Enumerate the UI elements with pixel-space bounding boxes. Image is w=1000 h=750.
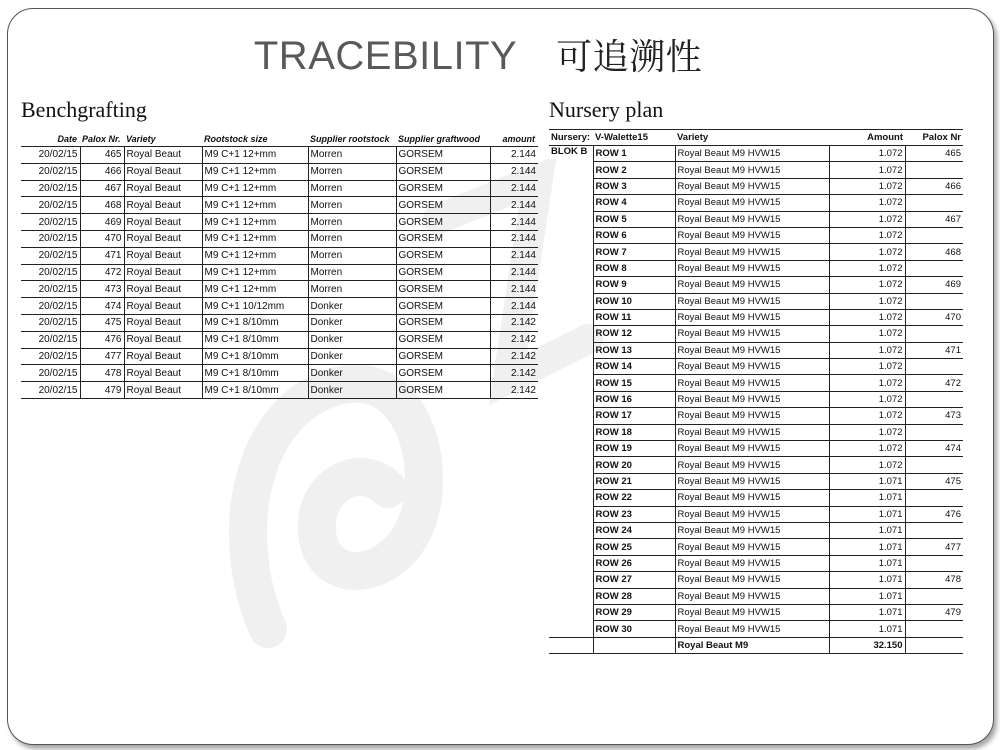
cell-palox: 466: [80, 163, 124, 180]
cell-amount: 2.142: [490, 348, 538, 365]
cell-supplier-rootstock: Morren: [308, 214, 396, 231]
cell-date: 20/02/15: [21, 281, 80, 298]
cell-palox: 471: [905, 342, 963, 358]
cell-variety: Royal Beaut M9 HVW15: [675, 441, 829, 457]
cell-supplier-graftwood: GORSEM: [396, 247, 490, 264]
table-row: [549, 457, 963, 473]
cell-variety: Royal Beaut: [124, 298, 202, 315]
cell-palox: 477: [905, 539, 963, 555]
cell-rootstock-size: M9 C+1 8/10mm: [202, 365, 308, 382]
cell-variety: Royal Beaut M9 HVW15: [675, 588, 829, 604]
slide: [7, 8, 994, 745]
cell-row-label: ROW 17: [593, 408, 675, 424]
cell-amount: 1.071: [829, 555, 905, 571]
cell-date: 20/02/15: [21, 147, 80, 164]
col-header-nursery-name: V-Walette15: [593, 130, 675, 146]
cell-amount: 2.142: [490, 382, 538, 399]
cell-rootstock-size: M9 C+1 12+mm: [202, 247, 308, 264]
benchgrafting-title: Benchgrafting: [21, 97, 147, 122]
table-row: [21, 214, 538, 231]
table-row: [549, 424, 963, 440]
nursery-header-row: [549, 130, 963, 146]
cell-rootstock-size: M9 C+1 12+mm: [202, 281, 308, 298]
cell-row-label: ROW 13: [593, 342, 675, 358]
cell-palox: 476: [80, 331, 124, 348]
cell-amount: 2.142: [490, 331, 538, 348]
cell-amount: 1.071: [829, 572, 905, 588]
cell-date: 20/02/15: [21, 247, 80, 264]
cell-row-label: ROW 26: [593, 555, 675, 571]
col-header-variety: Variety: [124, 131, 202, 147]
cell-supplier-graftwood: GORSEM: [396, 365, 490, 382]
table-row: [549, 572, 963, 588]
cell-palox: 465: [80, 147, 124, 164]
cell-palox: 469: [905, 277, 963, 293]
col-header-nursery-amount: Amount: [829, 130, 905, 146]
cell-variety: Royal Beaut M9 HVW15: [675, 342, 829, 358]
table-row: [21, 230, 538, 247]
cell-variety: Royal Beaut: [124, 214, 202, 231]
cell-palox: [905, 490, 963, 506]
cell-palox: 471: [80, 247, 124, 264]
cell-row-label: ROW 22: [593, 490, 675, 506]
table-row: [549, 441, 963, 457]
page-title: [8, 29, 948, 80]
cell-supplier-graftwood: GORSEM: [396, 348, 490, 365]
cell-row-label: ROW 4: [593, 195, 675, 211]
table-row: [549, 309, 963, 325]
cell-supplier-rootstock: Morren: [308, 247, 396, 264]
cell-amount: 2.142: [490, 365, 538, 382]
cell-variety: Royal Beaut M9 HVW15: [675, 391, 829, 407]
cell-date: 20/02/15: [21, 230, 80, 247]
cell-palox: [905, 195, 963, 211]
cell-rootstock-size: M9 C+1 12+mm: [202, 163, 308, 180]
cell-date: 20/02/15: [21, 382, 80, 399]
table-row: [549, 293, 963, 309]
cell-palox: [905, 260, 963, 276]
cell-amount: 1.072: [829, 441, 905, 457]
col-header-palox: Palox Nr.: [80, 131, 124, 147]
cell-supplier-rootstock: Morren: [308, 163, 396, 180]
cell-supplier-rootstock: Donker: [308, 382, 396, 399]
cell-palox: [905, 293, 963, 309]
cell-variety: Royal Beaut M9 HVW15: [675, 604, 829, 620]
cell-supplier-rootstock: Morren: [308, 281, 396, 298]
cell-empty: [549, 637, 593, 653]
cell-supplier-graftwood: GORSEM: [396, 147, 490, 164]
cell-variety: Royal Beaut M9 HVW15: [675, 424, 829, 440]
cell-variety: Royal Beaut: [124, 348, 202, 365]
table-row: [549, 342, 963, 358]
cell-row-label: ROW 2: [593, 162, 675, 178]
cell-amount: 1.072: [829, 146, 905, 162]
cell-rootstock-size: M9 C+1 8/10mm: [202, 348, 308, 365]
cell-amount: 2.144: [490, 298, 538, 315]
table-row: [549, 408, 963, 424]
cell-palox: 477: [80, 348, 124, 365]
col-header-nursery-palox: Palox Nr: [905, 130, 963, 146]
table-row: [549, 473, 963, 489]
cell-date: 20/02/15: [21, 264, 80, 281]
cell-variety: Royal Beaut M9 HVW15: [675, 490, 829, 506]
cell-amount: 1.071: [829, 473, 905, 489]
table-row: [549, 277, 963, 293]
table-row: [21, 264, 538, 281]
cell-total-label: Royal Beaut M9: [675, 637, 829, 653]
table-row: [549, 146, 963, 162]
cell-date: 20/02/15: [21, 331, 80, 348]
cell-palox: 476: [905, 506, 963, 522]
cell-amount: 1.072: [829, 408, 905, 424]
cell-rootstock-size: M9 C+1 8/10mm: [202, 331, 308, 348]
cell-palox: 473: [905, 408, 963, 424]
cell-date: 20/02/15: [21, 214, 80, 231]
cell-supplier-rootstock: Donker: [308, 348, 396, 365]
table-row: [549, 260, 963, 276]
cell-row-label: ROW 9: [593, 277, 675, 293]
cell-variety: Royal Beaut: [124, 197, 202, 214]
cell-variety: Royal Beaut M9 HVW15: [675, 473, 829, 489]
cell-date: 20/02/15: [21, 314, 80, 331]
cell-palox: 467: [80, 180, 124, 197]
cell-amount: 1.071: [829, 506, 905, 522]
cell-row-label: ROW 16: [593, 391, 675, 407]
cell-palox: 474: [80, 298, 124, 315]
cell-rootstock-size: M9 C+1 12+mm: [202, 197, 308, 214]
cell-row-label: ROW 29: [593, 604, 675, 620]
cell-date: 20/02/15: [21, 163, 80, 180]
cell-variety: Royal Beaut: [124, 230, 202, 247]
cell-supplier-graftwood: GORSEM: [396, 281, 490, 298]
cell-variety: Royal Beaut: [124, 365, 202, 382]
cell-palox: 468: [80, 197, 124, 214]
cell-rootstock-size: M9 C+1 12+mm: [202, 230, 308, 247]
cell-row-label: ROW 25: [593, 539, 675, 555]
cell-palox: 478: [905, 572, 963, 588]
cell-amount: 1.072: [829, 227, 905, 243]
table-row: [21, 382, 538, 399]
cell-supplier-rootstock: Morren: [308, 264, 396, 281]
cell-palox: 474: [905, 441, 963, 457]
cell-palox: [905, 424, 963, 440]
col-header-rootstock-size: Rootstock size: [202, 131, 308, 147]
cell-variety: Royal Beaut M9 HVW15: [675, 359, 829, 375]
cell-empty: [593, 637, 675, 653]
cell-variety: Royal Beaut M9 HVW15: [675, 195, 829, 211]
cell-variety: Royal Beaut M9 HVW15: [675, 457, 829, 473]
cell-amount: 2.144: [490, 147, 538, 164]
cell-variety: Royal Beaut M9 HVW15: [675, 227, 829, 243]
cell-supplier-graftwood: GORSEM: [396, 298, 490, 315]
cell-variety: Royal Beaut M9 HVW15: [675, 506, 829, 522]
cell-amount: 1.072: [829, 375, 905, 391]
cell-variety: Royal Beaut: [124, 281, 202, 298]
cell-amount: 1.072: [829, 260, 905, 276]
table-row: [549, 326, 963, 342]
cell-variety: Royal Beaut M9 HVW15: [675, 572, 829, 588]
cell-variety: Royal Beaut: [124, 331, 202, 348]
cell-amount: 1.071: [829, 621, 905, 637]
cell-total-amount: 32.150: [829, 637, 905, 653]
cell-amount: 1.072: [829, 342, 905, 358]
cell-amount: 1.072: [829, 211, 905, 227]
cell-row-label: ROW 8: [593, 260, 675, 276]
table-row: [21, 365, 538, 382]
cell-supplier-graftwood: GORSEM: [396, 180, 490, 197]
cell-date: 20/02/15: [21, 365, 80, 382]
col-header-supplier-graftwood: Supplier graftwood: [396, 131, 490, 147]
cell-amount: 1.072: [829, 391, 905, 407]
cell-rootstock-size: M9 C+1 8/10mm: [202, 382, 308, 399]
cell-date: 20/02/15: [21, 180, 80, 197]
table-row: [21, 314, 538, 331]
cell-palox: [905, 522, 963, 538]
cell-palox: 479: [905, 604, 963, 620]
cell-row-label: ROW 12: [593, 326, 675, 342]
cell-amount: 2.144: [490, 247, 538, 264]
table-row: [21, 180, 538, 197]
cell-row-label: ROW 5: [593, 211, 675, 227]
table-row: [549, 211, 963, 227]
cell-palox: 470: [905, 309, 963, 325]
cell-rootstock-size: M9 C+1 12+mm: [202, 214, 308, 231]
table-row: [549, 244, 963, 260]
cell-palox: [905, 359, 963, 375]
cell-row-label: ROW 3: [593, 178, 675, 194]
cell-supplier-graftwood: GORSEM: [396, 214, 490, 231]
cell-row-label: ROW 18: [593, 424, 675, 440]
cell-palox: [905, 326, 963, 342]
cell-amount: 1.072: [829, 162, 905, 178]
cell-amount: 1.072: [829, 309, 905, 325]
benchgrafting-table: [21, 131, 538, 399]
cell-palox: 478: [80, 365, 124, 382]
cell-supplier-rootstock: Donker: [308, 298, 396, 315]
cell-amount: 1.071: [829, 539, 905, 555]
cell-variety: Royal Beaut M9 HVW15: [675, 146, 829, 162]
cell-date: 20/02/15: [21, 348, 80, 365]
cell-palox: 466: [905, 178, 963, 194]
cell-palox: 479: [80, 382, 124, 399]
cell-variety: Royal Beaut M9 HVW15: [675, 309, 829, 325]
cell-date: 20/02/15: [21, 197, 80, 214]
cell-amount: 1.072: [829, 359, 905, 375]
cell-supplier-rootstock: Donker: [308, 331, 396, 348]
cell-palox: [905, 588, 963, 604]
cell-variety: Royal Beaut M9 HVW15: [675, 162, 829, 178]
cell-palox: [905, 457, 963, 473]
cell-row-label: ROW 23: [593, 506, 675, 522]
col-header-nursery-variety: Variety: [675, 130, 829, 146]
cell-row-label: ROW 20: [593, 457, 675, 473]
table-row: [549, 178, 963, 194]
cell-variety: Royal Beaut M9 HVW15: [675, 244, 829, 260]
cell-supplier-rootstock: Morren: [308, 180, 396, 197]
table-row: [549, 490, 963, 506]
cell-palox: 472: [905, 375, 963, 391]
cell-amount: 1.072: [829, 195, 905, 211]
nursery-plan-table: [549, 129, 963, 654]
table-row: [21, 331, 538, 348]
cell-supplier-graftwood: GORSEM: [396, 230, 490, 247]
cell-palox: [905, 162, 963, 178]
cell-variety: Royal Beaut: [124, 264, 202, 281]
cell-amount: 1.072: [829, 457, 905, 473]
cell-variety: Royal Beaut M9 HVW15: [675, 408, 829, 424]
cell-amount: 2.144: [490, 264, 538, 281]
cell-variety: Royal Beaut M9 HVW15: [675, 539, 829, 555]
cell-row-label: ROW 30: [593, 621, 675, 637]
cell-variety: Royal Beaut: [124, 180, 202, 197]
table-row: [549, 162, 963, 178]
cell-variety: Royal Beaut M9 HVW15: [675, 178, 829, 194]
cell-supplier-graftwood: GORSEM: [396, 197, 490, 214]
table-row: [21, 298, 538, 315]
cell-variety: Royal Beaut M9 HVW15: [675, 293, 829, 309]
cell-variety: Royal Beaut M9 HVW15: [675, 277, 829, 293]
cell-amount: 1.072: [829, 277, 905, 293]
cell-palox: 468: [905, 244, 963, 260]
cell-supplier-rootstock: Donker: [308, 314, 396, 331]
cell-palox: 475: [80, 314, 124, 331]
cell-variety: Royal Beaut M9 HVW15: [675, 522, 829, 538]
cell-row-label: ROW 21: [593, 473, 675, 489]
table-row: [549, 506, 963, 522]
cell-palox: [905, 555, 963, 571]
cell-amount: 1.071: [829, 522, 905, 538]
table-row: [21, 163, 538, 180]
cell-amount: 2.144: [490, 214, 538, 231]
table-row: [549, 375, 963, 391]
cell-row-label: ROW 6: [593, 227, 675, 243]
cell-amount: 2.144: [490, 163, 538, 180]
cell-amount: 1.071: [829, 490, 905, 506]
cell-blok: BLOK B: [551, 146, 588, 157]
table-row: [549, 588, 963, 604]
cell-palox: 465: [905, 146, 963, 162]
cell-palox: 469: [80, 214, 124, 231]
cell-palox: 470: [80, 230, 124, 247]
cell-row-label: ROW 19: [593, 441, 675, 457]
cell-empty: [905, 637, 963, 653]
table-row: [549, 227, 963, 243]
table-row: [549, 391, 963, 407]
cell-amount: 1.072: [829, 424, 905, 440]
table-row: [21, 281, 538, 298]
cell-row-label: ROW 7: [593, 244, 675, 260]
cell-amount: 1.072: [829, 326, 905, 342]
cell-row-label: ROW 15: [593, 375, 675, 391]
cell-rootstock-size: M9 C+1 10/12mm: [202, 298, 308, 315]
cell-variety: Royal Beaut M9 HVW15: [675, 260, 829, 276]
cell-supplier-graftwood: GORSEM: [396, 331, 490, 348]
table-row: [21, 197, 538, 214]
cell-variety: Royal Beaut: [124, 147, 202, 164]
cell-supplier-rootstock: Morren: [308, 230, 396, 247]
cell-variety: Royal Beaut: [124, 247, 202, 264]
cell-variety: Royal Beaut: [124, 163, 202, 180]
cell-palox: [905, 391, 963, 407]
cell-supplier-rootstock: Donker: [308, 365, 396, 382]
cell-row-label: ROW 14: [593, 359, 675, 375]
table-row: [549, 195, 963, 211]
cell-variety: Royal Beaut M9 HVW15: [675, 555, 829, 571]
cell-amount: 2.144: [490, 180, 538, 197]
benchgrafting-header-row: [21, 131, 538, 147]
table-row: [549, 522, 963, 538]
cell-amount: 2.144: [490, 197, 538, 214]
col-header-nursery: Nursery:: [549, 130, 593, 146]
cell-row-label: ROW 11: [593, 309, 675, 325]
page-title-main: TRACEBILITY: [253, 34, 517, 78]
cell-supplier-graftwood: GORSEM: [396, 163, 490, 180]
cell-palox: 472: [80, 264, 124, 281]
cell-amount: 1.072: [829, 293, 905, 309]
col-header-supplier-rootstock: Supplier rootstock: [308, 131, 396, 147]
cell-amount: 1.071: [829, 588, 905, 604]
cell-palox: 475: [905, 473, 963, 489]
cell-amount: 2.144: [490, 281, 538, 298]
cell-row-label: ROW 27: [593, 572, 675, 588]
cell-supplier-rootstock: Morren: [308, 147, 396, 164]
cell-row-label: ROW 10: [593, 293, 675, 309]
nursery-plan-title: Nursery plan: [549, 97, 664, 122]
cell-supplier-rootstock: Morren: [308, 197, 396, 214]
cell-rootstock-size: M9 C+1 12+mm: [202, 147, 308, 164]
cell-amount: 2.144: [490, 230, 538, 247]
cell-palox: [905, 621, 963, 637]
table-row: [549, 539, 963, 555]
cell-palox: [905, 227, 963, 243]
total-row: [549, 637, 963, 653]
cell-variety: Royal Beaut M9 HVW15: [675, 375, 829, 391]
cell-amount: 1.072: [829, 178, 905, 194]
cell-rootstock-size: M9 C+1 8/10mm: [202, 314, 308, 331]
cell-row-label: ROW 1: [593, 146, 675, 162]
cell-amount: 1.072: [829, 244, 905, 260]
cell-rootstock-size: M9 C+1 12+mm: [202, 180, 308, 197]
cell-amount: 1.071: [829, 604, 905, 620]
table-row: [549, 359, 963, 375]
page-title-chinese: 可追溯性: [556, 37, 703, 78]
cell-variety: Royal Beaut M9 HVW15: [675, 621, 829, 637]
table-row: [21, 147, 538, 164]
cell-palox: 467: [905, 211, 963, 227]
cell-supplier-graftwood: GORSEM: [396, 382, 490, 399]
cell-date: 20/02/15: [21, 298, 80, 315]
table-row: [549, 555, 963, 571]
cell-row-label: ROW 28: [593, 588, 675, 604]
cell-row-label: ROW 24: [593, 522, 675, 538]
cell-supplier-graftwood: GORSEM: [396, 314, 490, 331]
col-header-amount: amount: [490, 131, 538, 147]
cell-variety: Royal Beaut: [124, 314, 202, 331]
cell-variety: Royal Beaut M9 HVW15: [675, 326, 829, 342]
cell-rootstock-size: M9 C+1 12+mm: [202, 264, 308, 281]
table-row: [21, 348, 538, 365]
cell-variety: Royal Beaut M9 HVW15: [675, 211, 829, 227]
cell-variety: Royal Beaut: [124, 382, 202, 399]
table-row: [549, 621, 963, 637]
col-header-date: Date: [21, 131, 80, 147]
table-row: [549, 604, 963, 620]
cell-palox: 473: [80, 281, 124, 298]
cell-supplier-graftwood: GORSEM: [396, 264, 490, 281]
cell-amount: 2.142: [490, 314, 538, 331]
table-row: [21, 247, 538, 264]
